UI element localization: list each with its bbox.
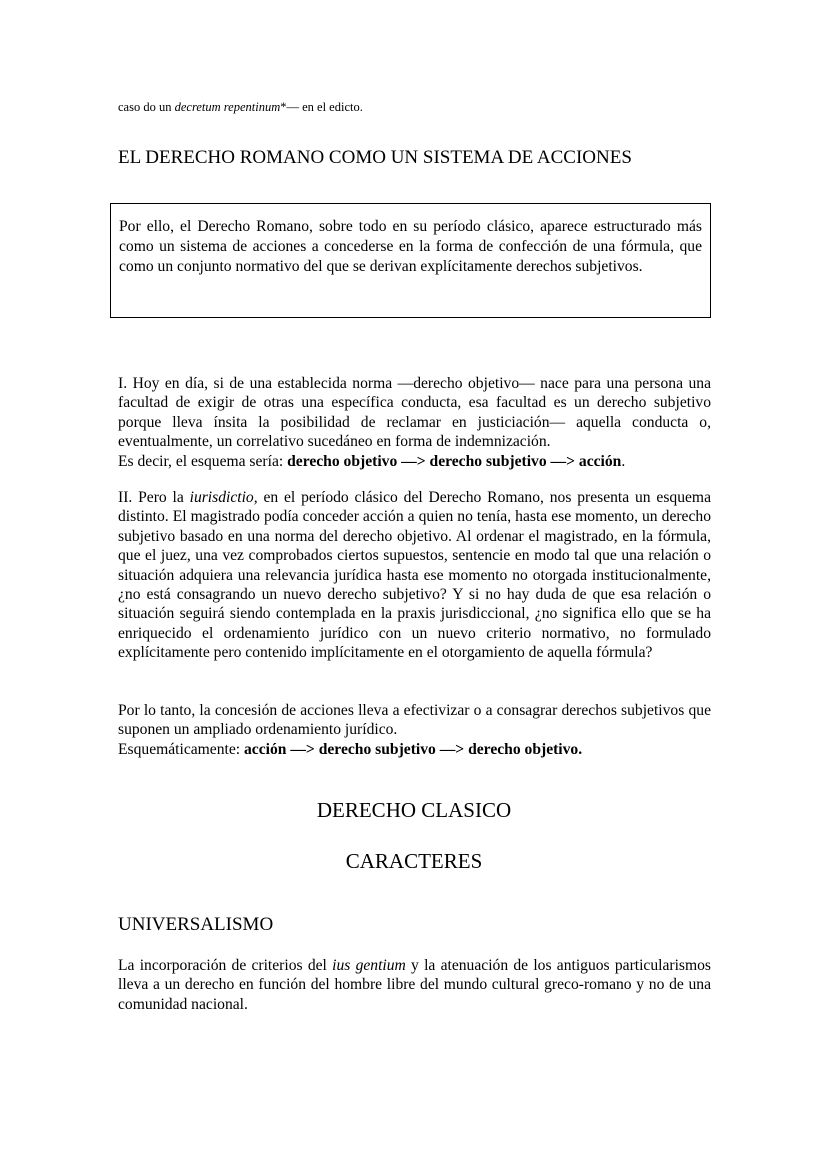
- paragraph-3-text: Por lo tanto, la concesión de acciones lleva a efectivizar o a consagrar derechos subjetivos que suponen un ampliado ordenamiento jurídico.: [118, 702, 711, 739]
- heading-universalismo: UNIVERSALISMO: [118, 914, 274, 935]
- carryover-italic-term: decretum repentinum: [174, 100, 281, 114]
- heading-sistema-de-acciones: EL DERECHO ROMANO COMO UN SISTEMA DE ACCIONES: [118, 147, 632, 168]
- paragraph-hoy-en-dia: [118, 374, 711, 471]
- carryover-text-start: caso do un: [118, 100, 175, 114]
- paragraph-2-text-end: en el período clásico del Derecho Romano, nos presenta un esquema distinto. El magistrado podía conceder acción a quien no tenía, hasta ese momento, un derecho subjetivo basado en una norma del derecho objetivo. Al ordenar el magistrado, en la fórmula, que el juez, una vez comprobados ciertos supuestos, sentencie en modo tal que una relación o situación adquiera una relevancia jurídica hasta ese momento no otorgada institucionalmente, ¿no está consagrando un nuevo derecho subjetivo? Y si no hay duda de que esa relación o situación seguirá siendo contemplada en la praxis jurisdiccional, ¿no significa ello que se ha enriquecido el ordenamiento jurídico con un nuevo criterio normativo, no formulado explícitamente pero contenido implícitamente en el otorgamiento de aquella fórmula?: [118, 489, 711, 662]
- carryover-text-end: *— en el edicto.: [280, 100, 363, 114]
- paragraph-2-text-start: II. Pero la: [118, 489, 190, 506]
- paragraph-4-italic-term: ius gentium: [332, 957, 406, 974]
- scheme-2-lead: Esquemáticamente:: [118, 740, 244, 758]
- highlight-box-text: Por ello, el Derecho Romano, sobre todo en su período clásico, aparece estructurado más como un sistema de acciones a concederse en la forma de confección de una fórmula, que como un conjunto normativo del que se derivan explícitamente derechos subjetivos.: [119, 218, 702, 275]
- scheme-1-end: .: [621, 452, 626, 470]
- heading-caracteres: CARACTERES: [345, 849, 483, 873]
- paragraph-1-text: I. Hoy en día, si de una establecida norma —derecho objetivo— nace para una persona una facultad de exigir de otras una específica conducta, esa facultad es un derecho subjetivo porque lleva ínsita la posibilidad de reclamar en justiciación— aquella conducta o, eventualmente, un correlativo sucedáneo en forma de indemnización.: [118, 375, 711, 451]
- scheme-2-bold: acción —> derecho subjetivo —> derecho objetivo.: [244, 740, 583, 758]
- scheme-1-bold: derecho objetivo —> derecho subjetivo —> acción: [287, 452, 622, 470]
- paragraph-2-italic-term: iurisdictio,: [189, 489, 258, 506]
- scheme-1-lead: Es decir, el esquema sería:: [118, 452, 288, 470]
- highlight-box: [110, 203, 711, 318]
- paragraph-3-scheme: [118, 740, 711, 759]
- carryover-line: [118, 99, 363, 115]
- paragraph-por-lo-tanto: [118, 701, 711, 759]
- paragraph-ius-gentium: [118, 956, 711, 1014]
- paragraph-4-text-start: La incorporación de criterios del: [118, 957, 333, 974]
- paragraph-4-text-end: y la atenuación de los antiguos particularismos lleva a un derecho en función del hombre libre del mundo cultural greco-romano y no de una comunidad nacional.: [118, 957, 711, 1013]
- heading-derecho-clasico: DERECHO CLASICO: [316, 798, 512, 822]
- paragraph-1-scheme: [118, 452, 711, 471]
- paragraph-iurisdictio: [118, 488, 711, 663]
